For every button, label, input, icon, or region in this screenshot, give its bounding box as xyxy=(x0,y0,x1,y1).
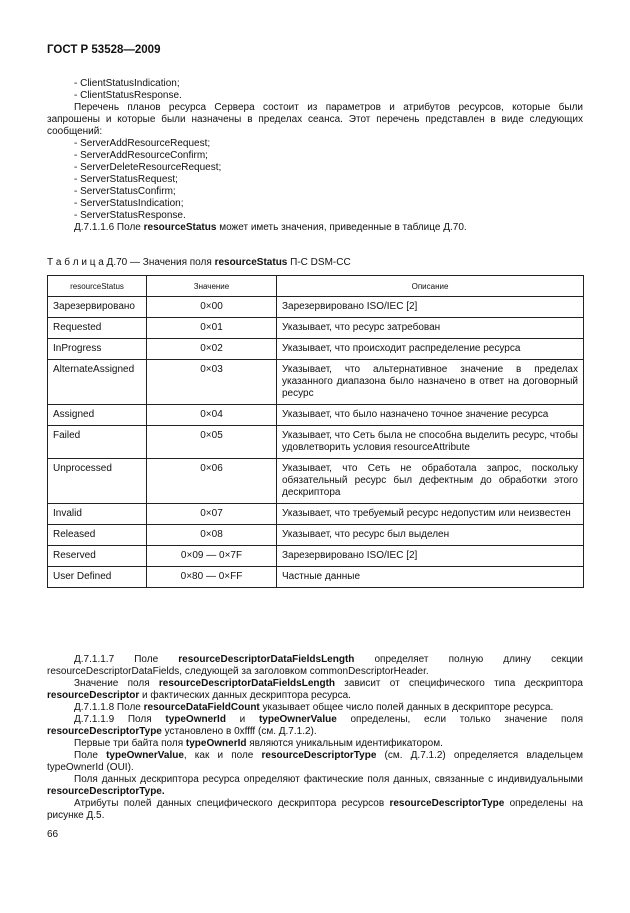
text: , как и поле xyxy=(183,750,262,761)
table-row xyxy=(48,360,584,405)
field-name: resourceDescriptorDataFieldsLength xyxy=(158,678,336,689)
paragraph-line xyxy=(47,798,583,810)
status-cell: Requested xyxy=(48,318,147,339)
table-row xyxy=(48,525,584,546)
description-cell: Частные данные xyxy=(277,567,584,588)
field-name: resourceDescriptor xyxy=(47,690,140,701)
table-header-row xyxy=(48,276,584,297)
value-cell: 0×00 xyxy=(147,297,277,318)
text: являются уникальным идентификатором. xyxy=(246,738,443,749)
table-caption xyxy=(47,257,351,268)
text: и xyxy=(225,714,259,725)
status-cell: Failed xyxy=(48,426,147,459)
value-cell: 0×07 xyxy=(147,504,277,525)
text: (см. Д.7.1.2) определяется владельцем xyxy=(376,750,583,761)
field-name: resourceDescriptorType xyxy=(389,798,505,809)
caption-text: П-С DSM-CC xyxy=(287,257,351,268)
value-cell: 0×01 xyxy=(147,318,277,339)
list-item: - ClientStatusResponse. xyxy=(74,90,182,101)
intro-section xyxy=(47,78,583,234)
paragraph-line: Поля данных дескриптора ресурса определяют фактические поля данных, связанные с индивидуальными xyxy=(74,774,583,785)
field-name: typeOwnerValue xyxy=(258,714,337,725)
description-cell: Зарезервировано ISO/IEC [2] xyxy=(277,546,584,567)
paragraph-line: Перечень планов ресурса Сервера состоит из параметров и атрибутов ресурсов, которые были xyxy=(74,102,583,113)
field-name: typeOwnerValue xyxy=(106,750,184,761)
status-cell: AlternateAssigned xyxy=(48,360,147,405)
field-name: typeOwnerId xyxy=(165,714,226,725)
caption-field-name: resourceStatus xyxy=(214,257,288,268)
status-cell: Unprocessed xyxy=(48,459,147,504)
paragraph-line: запрошены и которые были назначены в пределах сеанса. Этот перечень представлен в виде следующих xyxy=(47,114,583,125)
text: и фактических данных дескриптора ресурса. xyxy=(139,690,351,701)
table-row xyxy=(48,339,584,360)
paragraph-line xyxy=(47,690,583,702)
paragraph-line xyxy=(47,786,583,798)
clause-paragraph xyxy=(47,222,583,234)
status-cell: Released xyxy=(48,525,147,546)
table-row xyxy=(48,567,584,588)
paragraph-line xyxy=(47,738,583,750)
body-section xyxy=(47,654,583,822)
paragraph-line: сообщений: xyxy=(47,126,103,137)
text: указывает общее число полей данных в дескрипторе ресурса. xyxy=(259,702,554,713)
description-cell: Указывает, что Сеть не обработала запрос, поскольку обязательный ресурс был дефектным до обработки этого дескриптора xyxy=(277,459,584,504)
description-cell: Указывает, что было назначено точное значение ресурса xyxy=(277,405,584,426)
field-name: resourceDescriptorType xyxy=(261,750,377,761)
field-name: resourceDescriptorDataFieldsLength xyxy=(178,654,355,665)
value-cell: 0×80 — 0×FF xyxy=(147,567,277,588)
table-row xyxy=(48,318,584,339)
clause-text: может иметь значения, приведенные в таблице Д.70. xyxy=(216,222,467,233)
status-cell: Зарезервировано xyxy=(48,297,147,318)
text: Д.7.1.1.9 Поля xyxy=(74,714,166,725)
text: Поле xyxy=(74,750,107,761)
clause-text: Д.7.1.1.6 Поле xyxy=(74,222,144,233)
paragraph-line: typeOwnerId (OUI). xyxy=(47,762,134,773)
value-cell: 0×06 xyxy=(147,459,277,504)
list-item: - ServerStatusResponse. xyxy=(74,210,186,221)
field-name: resourceDescriptorType. xyxy=(47,786,165,797)
description-cell: Указывает, что требуемый ресурс недопустим или неизвестен xyxy=(277,504,584,525)
value-cell: 0×03 xyxy=(147,360,277,405)
text: Первые три байта поля xyxy=(74,738,186,749)
status-cell: InProgress xyxy=(48,339,147,360)
description-cell: Указывает, что ресурс был выделен xyxy=(277,525,584,546)
description-cell: Указывает, что Сеть была не способна выделить ресурс, чтобы удовлетворить условия resourceAttribute xyxy=(277,426,584,459)
text: Значение поля xyxy=(74,678,159,689)
paragraph-line xyxy=(47,750,583,762)
paragraph-line xyxy=(47,726,583,738)
document-header: ГОСТ Р 53528—2009 xyxy=(47,44,161,56)
status-cell: User Defined xyxy=(48,567,147,588)
table-row xyxy=(48,405,584,426)
field-name: typeOwnerId xyxy=(185,738,247,749)
text: определяет полную длину секции xyxy=(354,654,583,665)
text: определены на xyxy=(504,798,583,809)
text: Д.7.1.1.7 Поле xyxy=(74,654,179,665)
list-item: - ServerAddResourceConfirm; xyxy=(74,150,208,161)
description-cell: Указывает, что ресурс затребован xyxy=(277,318,584,339)
value-cell: 0×09 — 0×7F xyxy=(147,546,277,567)
value-cell: 0×08 xyxy=(147,525,277,546)
paragraph-line xyxy=(47,678,583,690)
field-name: resourceStatus xyxy=(143,222,217,233)
description-cell: Зарезервировано ISO/IEC [2] xyxy=(277,297,584,318)
list-item: - ClientStatusIndication; xyxy=(74,78,180,89)
resource-status-table xyxy=(47,275,584,588)
description-cell: Указывает, что альтернативное значение в пределах указанного диапазона было назначено в ответ на договорный ресурс xyxy=(277,360,584,405)
list-item: - ServerDeleteResourceRequest; xyxy=(74,162,222,173)
caption-text: Т а б л и ц а Д.70 — Значения поля xyxy=(47,257,215,268)
list-item: - ServerStatusRequest; xyxy=(74,174,178,185)
text: зависит от специфического типа дескриптора xyxy=(335,678,583,689)
text: установлено в 0xffff (см. Д.7.1.2). xyxy=(161,726,317,737)
list-item: - ServerStatusConfirm; xyxy=(74,186,176,197)
page-number: 66 xyxy=(47,829,59,840)
field-name: resourceDescriptorType xyxy=(47,726,162,737)
table-row xyxy=(48,459,584,504)
value-cell: 0×05 xyxy=(147,426,277,459)
paragraph-line: resourceDescriptorDataFields, следующей за заголовком commonDescriptorHeader. xyxy=(47,666,429,677)
table-row xyxy=(48,546,584,567)
status-cell: Invalid xyxy=(48,504,147,525)
field-name: resourceDataFieldCount xyxy=(143,702,260,713)
header-description: Описание xyxy=(277,276,584,297)
list-item: - ServerAddResourceRequest; xyxy=(74,138,211,149)
paragraph-line: рисунке Д.5. xyxy=(47,810,105,821)
text: Атрибуты полей данных специфического дескриптора ресурсов xyxy=(74,798,390,809)
header-value: Значение xyxy=(147,276,277,297)
paragraph-line xyxy=(47,654,583,666)
table-row xyxy=(48,426,584,459)
header-resource-status: resourceStatus xyxy=(48,276,147,297)
list-item: - ServerStatusIndication; xyxy=(74,198,184,209)
paragraph-line xyxy=(47,714,583,726)
table-row xyxy=(48,504,584,525)
text: определены, если только значение поля xyxy=(336,714,583,725)
paragraph-line xyxy=(47,702,583,714)
table-row xyxy=(48,297,584,318)
value-cell: 0×02 xyxy=(147,339,277,360)
status-cell: Assigned xyxy=(48,405,147,426)
description-cell: Указывает, что происходит распределение ресурса xyxy=(277,339,584,360)
value-cell: 0×04 xyxy=(147,405,277,426)
status-cell: Reserved xyxy=(48,546,147,567)
text: Д.7.1.1.8 Поле xyxy=(74,702,144,713)
